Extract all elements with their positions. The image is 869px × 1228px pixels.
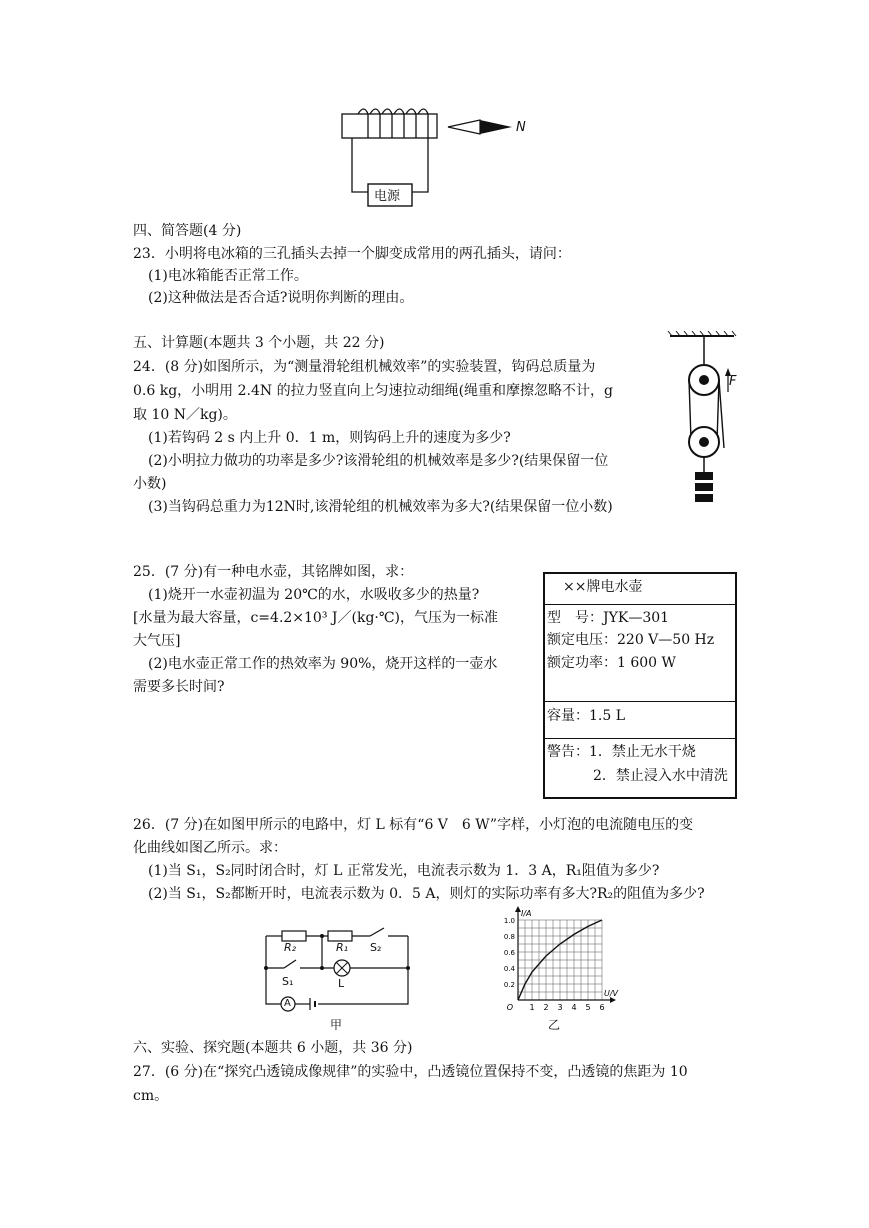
section6-title: 六、实验、探究题(本题共 6 小题，共 36 分) bbox=[133, 1040, 413, 1056]
q23-text: 23．小明将电冰箱的三孔插头去掉一个脚变成常用的两孔插头，请问： bbox=[133, 246, 571, 262]
q25-part1: (1)烧开一水壶初温为 20℃的水，水吸收多少的热量? bbox=[148, 587, 480, 603]
y-tick-label: 1.0 bbox=[503, 917, 515, 925]
q25-line1: 25．(7 分)有一种电水壶，其铭牌如图，求： bbox=[133, 564, 414, 580]
y-axis-label: I/A bbox=[521, 909, 532, 918]
q24-line2: 0.6 kg，小明用 2.4N 的拉力竖直向上匀速拉动细绳(绳重和摩擦忽略不计，g bbox=[133, 383, 613, 399]
iv-chart bbox=[490, 908, 620, 1023]
chart-caption: 乙 bbox=[548, 1018, 561, 1032]
power-source-label: 电源 bbox=[374, 189, 401, 204]
circuit-diagram bbox=[258, 918, 418, 1013]
q23-part1: (1)电冰箱能否正常工作。 bbox=[148, 268, 308, 284]
q25-line4: 大气压] bbox=[133, 633, 181, 649]
x-tick-label: 3 bbox=[557, 1003, 563, 1012]
circuit-caption: 甲 bbox=[330, 1018, 343, 1032]
q26-part1: (1)当 S₁，S₂同时闭合时，灯 L 正常发光，电流表示数为 1．3 A，R₁阻值为多少? bbox=[148, 863, 660, 879]
kettle-nameplate bbox=[543, 572, 737, 799]
q26-line1: 26．(7 分)在如图甲所示的电路中，灯 L 标有“6 V 6 W”字样，小灯泡的电流随电压的变 bbox=[133, 817, 694, 833]
nameplate-warning2: 2．禁止浸入水中清洗 bbox=[593, 768, 728, 784]
q27-line2: cm。 bbox=[133, 1088, 169, 1104]
nameplate-title: ××牌电水壶 bbox=[563, 579, 643, 595]
x-tick-label: 4 bbox=[571, 1003, 577, 1012]
circuit-label-r2: R₂ bbox=[284, 941, 297, 954]
x-tick-label: 2 bbox=[543, 1003, 549, 1012]
section5-title: 五、计算题(本题共 3 个小题，共 22 分) bbox=[133, 335, 385, 351]
y-tick-label: 0.2 bbox=[503, 981, 515, 989]
y-tick-label: 0.4 bbox=[503, 965, 515, 973]
q23-part2: (2)这种做法是否合适?说明你判断的理由。 bbox=[148, 290, 414, 306]
q24-part3: (3)当钩码总重力为12N时,该滑轮组的机械效率为多大?(结果保留一位小数) bbox=[148, 499, 613, 515]
q25-line3: [水量为最大容量，c=4.2×10³ J／(kg·℃)，气压为一标准 bbox=[133, 610, 498, 626]
nameplate-warning1: 警告：1．禁止无水干烧 bbox=[547, 744, 696, 760]
q25-part2a: (2)电水壶正常工作的热效率为 90%，烧开这样的一壶水 bbox=[148, 656, 498, 672]
q24-part1: (1)若钩码 2 s 内上升 0．1 m，则钩码上升的速度为多少? bbox=[148, 430, 511, 446]
circuit-label-s2: S₂ bbox=[370, 941, 382, 954]
circuit-label-l: L bbox=[338, 977, 345, 990]
origin-label: O bbox=[506, 1003, 513, 1012]
section4-title: 四、简答题(4 分) bbox=[133, 223, 242, 239]
y-tick-label: 0.6 bbox=[503, 949, 515, 957]
y-tick-label: 0.8 bbox=[503, 933, 515, 941]
q25-part2b: 需要多长时间? bbox=[133, 679, 225, 695]
q26-line2: 化曲线如图乙所示。求： bbox=[133, 840, 287, 856]
x-tick-label: 6 bbox=[599, 1003, 605, 1012]
q24-line1: 24．(8 分)如图所示，为“测量滑轮组机械效率”的实验装置，钩码总质量为 bbox=[133, 359, 596, 375]
nameplate-power: 额定功率：1 600 W bbox=[547, 655, 676, 671]
pulley-force-label: F bbox=[729, 374, 737, 389]
circuit-label-r1: R₁ bbox=[336, 941, 349, 954]
pulley-figure bbox=[668, 330, 738, 515]
q27-line1: 27．(6 分)在“探究凸透镜成像规律”的实验中，凸透镜位置保持不变，凸透镜的焦距为 10 bbox=[133, 1064, 688, 1080]
q24-part2a: (2)小明拉力做功的功率是多少?该滑轮组的机械效率是多少?(结果保留一位 bbox=[148, 453, 609, 469]
x-axis-label: U/V bbox=[604, 989, 619, 998]
x-tick-label: 5 bbox=[585, 1003, 591, 1012]
nameplate-voltage: 额定电压：220 V—50 Hz bbox=[547, 632, 715, 648]
nameplate-capacity: 容量：1.5 L bbox=[547, 708, 626, 724]
nameplate-model: 型 号：JYK—301 bbox=[547, 610, 670, 626]
q26-part2: (2)当 S₁，S₂都断开时，电流表示数为 0．5 A，则灯的实际功率有多大?R₂的阻值为多少? bbox=[148, 886, 705, 902]
q24-line3: 取 10 N／kg)。 bbox=[133, 407, 237, 423]
ammeter-label: A bbox=[284, 998, 291, 1009]
q24-part2b: 小数) bbox=[133, 476, 167, 492]
x-tick-label: 1 bbox=[529, 1003, 535, 1012]
compass-n-label: N bbox=[516, 120, 526, 135]
circuit-label-s1: S₁ bbox=[282, 975, 294, 988]
